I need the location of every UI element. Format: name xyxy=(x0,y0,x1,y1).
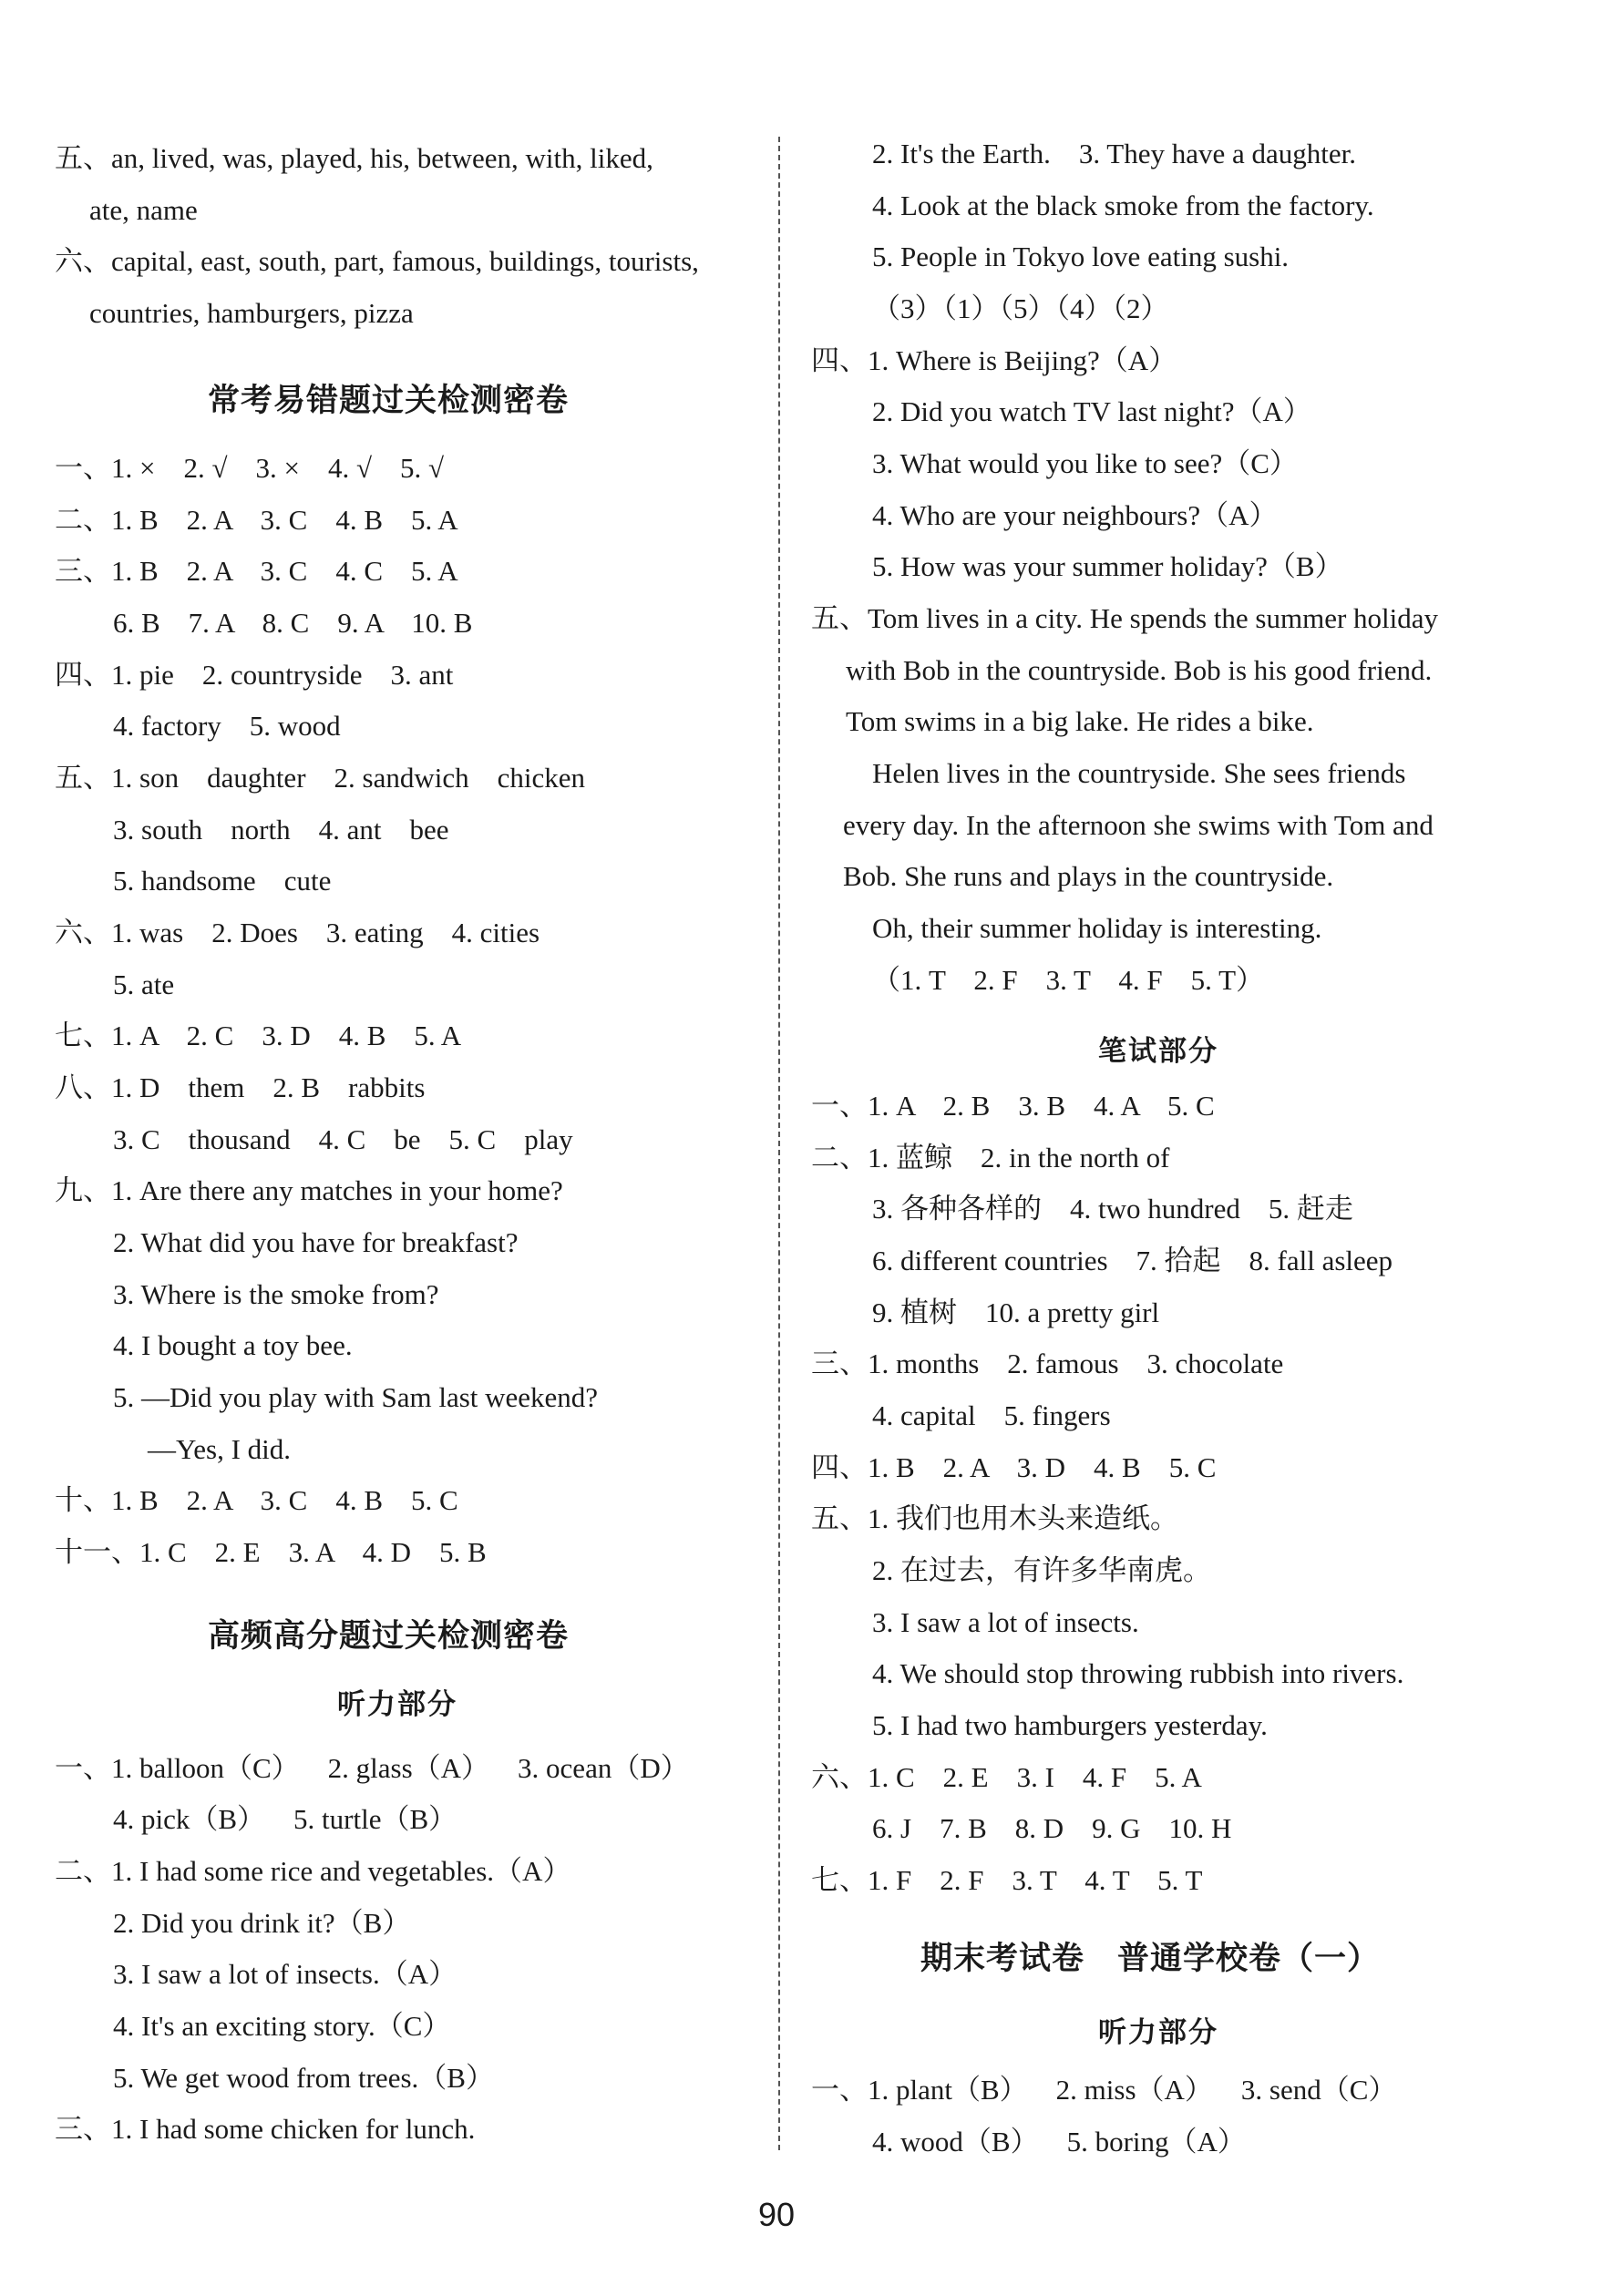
answer-line: 4. Look at the black smoke from the factory. xyxy=(872,190,1374,221)
answer-line: 6. J 7. B 8. D 9. G 10. H xyxy=(872,1812,1232,1844)
answer-line: with Bob in the countryside. Bob is his good friend. xyxy=(846,654,1433,686)
answer-line: 三、1. months 2. famous 3. chocolate xyxy=(811,1348,1284,1379)
answer-line: 七、1. F 2. F 3. T 4. T 5. T xyxy=(811,1864,1203,1896)
answer-line: —Yes, I did. xyxy=(148,1433,292,1465)
answer-line: 五、1. 我们也用木头来造纸。 xyxy=(811,1502,1178,1534)
answer-line: 2. Did you drink it?（B） xyxy=(113,1907,411,1939)
answer-line: 五、1. son daughter 2. sandwich chicken xyxy=(55,762,585,794)
page-number: 90 xyxy=(758,2196,796,2233)
answer-line: every day. In the afternoon she swims with Tom and xyxy=(843,809,1434,841)
answer-line: 六、capital, east, south, part, famous, buildings, tourists, xyxy=(55,245,699,277)
answer-line: 七、1. A 2. C 3. D 4. B 5. A xyxy=(55,1020,462,1051)
answer-line: 二、1. B 2. A 3. C 4. B 5. A xyxy=(55,504,458,536)
answer-line: 4. We should stop throwing rubbish into rivers. xyxy=(872,1657,1404,1689)
answer-line: 十、1. B 2. A 3. C 4. B 5. C xyxy=(55,1484,458,1516)
answer-line: 2. 在过去，有许多华南虎。 xyxy=(872,1554,1211,1586)
answer-line: 6. B 7. A 8. C 9. A 10. B xyxy=(113,607,473,639)
answer-line: 3. Where is the smoke from? xyxy=(113,1278,439,1310)
section-subtitle: 笔试部分 xyxy=(1098,1035,1218,1068)
section-subtitle: 听力部分 xyxy=(1098,2016,1218,2049)
answer-line: 二、1. I had some rice and vegetables.（A） xyxy=(55,1855,571,1887)
answer-line: 四、1. pie 2. countryside 3. ant xyxy=(55,659,454,691)
section-subtitle: 听力部分 xyxy=(337,1688,457,1721)
answer-line: 4. wood（B） 5. boring（A） xyxy=(872,2126,1246,2158)
answer-line: 5. We get wood from trees.（B） xyxy=(113,2062,494,2094)
answer-line: 5. How was your summer holiday?（B） xyxy=(872,550,1343,582)
answer-line: 5. People in Tokyo love eating sushi. xyxy=(872,241,1290,272)
answer-line: 4. pick（B） 5. turtle（B） xyxy=(113,1803,457,1835)
answer-line: 4. capital 5. fingers xyxy=(872,1399,1111,1431)
answer-line: 5. ate xyxy=(113,969,175,1000)
answer-line: 4. It's an exciting story.（C） xyxy=(113,2010,451,2042)
section-title: 高频高分题过关检测密卷 xyxy=(208,1618,570,1655)
answer-line: 3. I saw a lot of insects. xyxy=(872,1606,1139,1638)
answer-line: 4. Who are your neighbours?（A） xyxy=(872,499,1278,531)
answer-line: 四、1. B 2. A 3. D 4. B 5. C xyxy=(811,1451,1217,1483)
answer-line: 一、1. A 2. B 3. B 4. A 5. C xyxy=(811,1090,1215,1122)
answer-line: Tom swims in a big lake. He rides a bike. xyxy=(846,705,1314,737)
answer-line: 2. It's the Earth. 3. They have a daughter. xyxy=(872,138,1356,169)
answer-line: 五、an, lived, was, played, his, between, with, liked, xyxy=(55,142,653,174)
answer-line: Bob. She runs and plays in the countryside. xyxy=(843,860,1334,892)
section-title: 常考易错题过关检测密卷 xyxy=(208,383,570,419)
answer-line: 4. I bought a toy bee. xyxy=(113,1329,353,1361)
answer-line: 六、1. was 2. Does 3. eating 4. cities xyxy=(55,917,540,948)
answer-line: 三、1. I had some chicken for lunch. xyxy=(55,2113,476,2145)
answer-line: 5. handsome cute xyxy=(113,865,332,897)
answer-line: 3. I saw a lot of insects.（A） xyxy=(113,1958,457,1990)
answer-line: 4. factory 5. wood xyxy=(113,710,341,742)
section-title: 期末考试卷 普通学校卷（一） xyxy=(920,1941,1381,1977)
answer-line: countries, hamburgers, pizza xyxy=(89,297,414,329)
answer-line: 一、1. × 2. √ 3. × 4. √ 5. √ xyxy=(55,452,445,484)
answer-line: 四、1. Where is Beijing?（A） xyxy=(811,344,1177,376)
answer-line: 十一、1. C 2. E 3. A 4. D 5. B xyxy=(55,1536,487,1568)
answer-line: Oh, their summer holiday is interesting. xyxy=(872,912,1322,944)
answer-line: 一、1. balloon（C） 2. glass（A） 3. ocean（D） xyxy=(55,1752,689,1784)
answer-line: 二、1. 蓝鲸 2. in the north of xyxy=(811,1142,1170,1174)
column-divider xyxy=(778,137,780,2150)
answer-line: （1. T 2. F 3. T 4. F 5. T） xyxy=(872,964,1265,996)
answer-line: 三、1. B 2. A 3. C 4. C 5. A xyxy=(55,555,458,587)
answer-line: （3）（1）（5）（4）（2） xyxy=(872,292,1169,324)
answer-line: 八、1. D them 2. B rabbits xyxy=(55,1071,426,1103)
answer-line: 5. I had two hamburgers yesterday. xyxy=(872,1709,1268,1741)
answer-line: ate, name xyxy=(89,194,198,226)
answer-line: 五、Tom lives in a city. He spends the summer holiday xyxy=(811,602,1439,634)
answer-line: 2. What did you have for breakfast? xyxy=(113,1226,519,1258)
answer-line: 3. What would you like to see?（C） xyxy=(872,447,1298,479)
answer-line: 3. south north 4. ant bee xyxy=(113,814,449,846)
answer-line: 5. —Did you play with Sam last weekend? xyxy=(113,1381,599,1413)
answer-line: 一、1. plant（B） 2. miss（A） 3. send（C） xyxy=(811,2074,1397,2106)
answer-line: 3. 各种各样的 4. two hundred 5. 赶走 xyxy=(872,1193,1353,1225)
answer-line: 六、1. C 2. E 3. I 4. F 5. A xyxy=(811,1761,1202,1793)
answer-line: 9. 植树 10. a pretty girl xyxy=(872,1297,1160,1328)
answer-line: 2. Did you watch TV last night?（A） xyxy=(872,395,1311,427)
answer-line: 6. different countries 7. 拾起 8. fall asleep xyxy=(872,1245,1393,1276)
answer-line: 九、1. Are there any matches in your home? xyxy=(55,1174,563,1206)
answer-line: Helen lives in the countryside. She sees friends xyxy=(872,757,1406,789)
answer-line: 3. C thousand 4. C be 5. C play xyxy=(113,1123,573,1155)
